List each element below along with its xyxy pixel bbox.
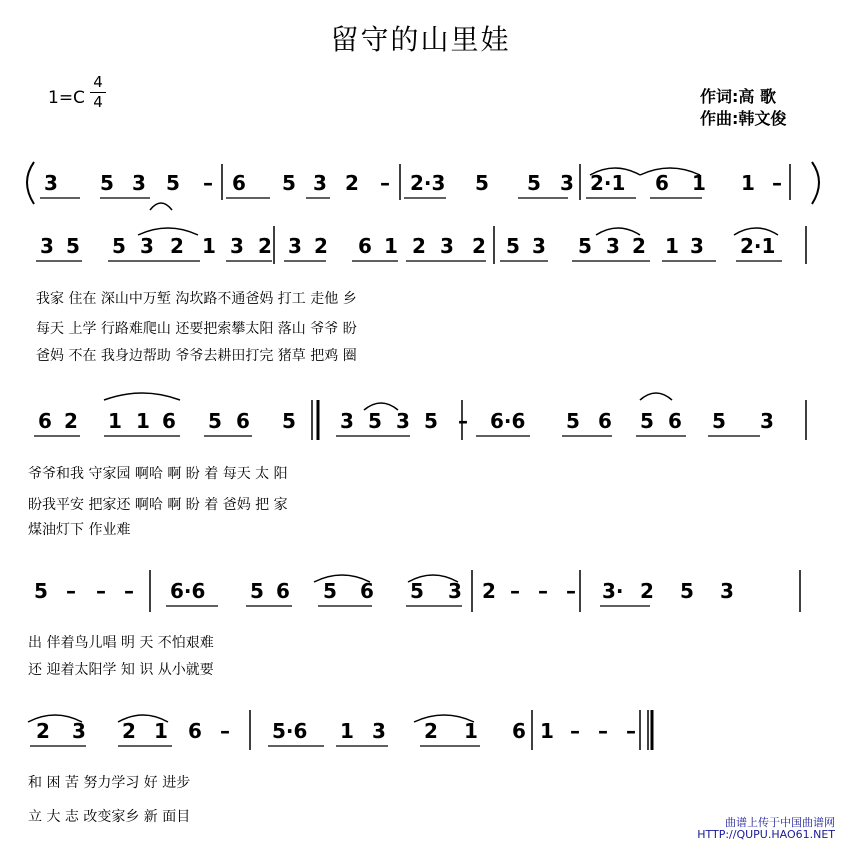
lyric-line: 爷爷和我 守家园 啊哈 啊 盼 着 每天 太 阳 <box>28 466 288 482</box>
score-note: 3 <box>40 234 54 258</box>
score-note: – <box>538 579 548 603</box>
lyric-line: 和 困 苦 努力学习 好 进步 <box>28 775 191 791</box>
score-note: 3 <box>396 409 410 433</box>
slur-mark <box>640 168 700 175</box>
score-note: – <box>458 409 468 433</box>
score-note: 5 <box>100 171 114 195</box>
score-note: 6 <box>188 719 202 743</box>
footer-line-1: 曲谱上传于中国曲谱网 <box>725 816 835 829</box>
score-note: 2 <box>482 579 496 603</box>
score-note: 3 <box>606 234 620 258</box>
score-note: – <box>598 719 608 743</box>
score-note: – <box>566 579 576 603</box>
score-note: 2 <box>632 234 646 258</box>
score-note: 5 <box>527 171 541 195</box>
slur-mark <box>150 203 172 210</box>
score-note: 3 <box>372 719 386 743</box>
score-note: 5 <box>640 409 654 433</box>
score-note: 5 <box>34 579 48 603</box>
score-note: 6 <box>232 171 246 195</box>
score-note: 2 <box>122 719 136 743</box>
score-note: 3 <box>760 409 774 433</box>
time-signature-top: 4 <box>93 73 103 91</box>
score-note: 5 <box>208 409 222 433</box>
slur-mark <box>640 393 672 400</box>
key-signature: 1=C <box>48 88 85 108</box>
score-notes <box>34 171 782 743</box>
score-note: 1 <box>202 234 216 258</box>
score-note: 5 <box>578 234 592 258</box>
score-note: 5 <box>323 579 337 603</box>
score-note: – <box>380 171 390 195</box>
score-note: 2 <box>36 719 50 743</box>
score-note: 6 <box>655 171 669 195</box>
score-note: 6·6 <box>170 579 206 603</box>
slur-mark <box>104 393 180 400</box>
footer-line-2: HTTP://QUPU.HAO61.NET <box>697 828 835 841</box>
score-note: 1 <box>464 719 478 743</box>
score-note: 5 <box>282 409 296 433</box>
lyric-line: 盼我平安 把家还 啊哈 啊 盼 着 爸妈 把 家 <box>28 497 288 513</box>
score-note: 5 <box>712 409 726 433</box>
score-note: 5 <box>282 171 296 195</box>
lyric-line: 立 大 志 改变家乡 新 面目 <box>28 809 191 825</box>
score-note: 2 <box>314 234 328 258</box>
score-note: 6 <box>358 234 372 258</box>
score-note: 2·1 <box>590 171 626 195</box>
score-note: 3 <box>448 579 462 603</box>
score-note: 5 <box>250 579 264 603</box>
score-note: 3 <box>72 719 86 743</box>
score-note: – <box>570 719 580 743</box>
score-note: 1 <box>741 171 755 195</box>
score-note: 5 <box>566 409 580 433</box>
score-note: 5 <box>112 234 126 258</box>
lyric-line: 每天 上学 行路难爬山 还要把索攀太阳 落山 爷爷 盼 <box>36 321 357 337</box>
score-note: 6 <box>512 719 526 743</box>
score-note: 3 <box>532 234 546 258</box>
score-note: 5 <box>680 579 694 603</box>
score-note: – <box>220 719 230 743</box>
score-note: 2 <box>345 171 359 195</box>
score-note: 5 <box>424 409 438 433</box>
lyric-line: 我家 住在 深山中万堑 沟坎路不通爸妈 打工 走他 乡 <box>36 291 357 307</box>
score-note: 2 <box>258 234 272 258</box>
score-note: 6 <box>360 579 374 603</box>
score-note: 3 <box>313 171 327 195</box>
score-note: 1 <box>384 234 398 258</box>
composer-credit: 作曲:韩文俊 <box>700 109 787 128</box>
score-note: – <box>124 579 134 603</box>
score-note: 6 <box>598 409 612 433</box>
score-note: 2 <box>170 234 184 258</box>
score-note: 5 <box>410 579 424 603</box>
time-signature-bottom: 4 <box>93 93 103 111</box>
score-note: 5 <box>368 409 382 433</box>
score-note: 1 <box>340 719 354 743</box>
score-note: 3 <box>720 579 734 603</box>
score-note: 3 <box>132 171 146 195</box>
score-note: – <box>510 579 520 603</box>
score-note: 1 <box>154 719 168 743</box>
score-note: 1 <box>540 719 554 743</box>
score-note: 1 <box>692 171 706 195</box>
lyric-line: 出 伴着鸟儿唱 明 天 不怕艰难 <box>28 635 214 651</box>
lyric-line: 爸妈 不在 我身边帮助 爷爷去耕田打完 猪草 把鸡 圈 <box>36 348 357 364</box>
score-note: 2 <box>424 719 438 743</box>
score-note: 6 <box>668 409 682 433</box>
score-note: 2 <box>64 409 78 433</box>
score-note: 2·3 <box>410 171 446 195</box>
score-note: 6 <box>38 409 52 433</box>
song-title: 留守的山里娃 <box>330 23 511 56</box>
score-note: 5 <box>506 234 520 258</box>
score-note: 3 <box>690 234 704 258</box>
score-note: 5 <box>166 171 180 195</box>
paren-left <box>27 162 34 204</box>
score-note: 2·1 <box>740 234 776 258</box>
score-note: 2 <box>472 234 486 258</box>
score-note: 5 <box>475 171 489 195</box>
score-note: 3· <box>602 579 624 603</box>
watermark-footer <box>697 817 835 841</box>
score-note: – <box>772 171 782 195</box>
score-note: 3 <box>340 409 354 433</box>
score-note: 3 <box>44 171 58 195</box>
score-note: – <box>96 579 106 603</box>
score-note: – <box>66 579 76 603</box>
score-note: 6 <box>236 409 250 433</box>
score-note: 1 <box>136 409 150 433</box>
score-note: – <box>203 171 213 195</box>
score-note: 5·6 <box>272 719 308 743</box>
score-note: 6 <box>162 409 176 433</box>
score-note: 3 <box>288 234 302 258</box>
score-note: 2 <box>412 234 426 258</box>
lyricist-credit: 作词:高 歌 <box>700 87 776 106</box>
score-note: – <box>626 719 636 743</box>
paren-right <box>812 162 819 204</box>
score-note: 2 <box>640 579 654 603</box>
lyric-line: 还 迎着太阳学 知 识 从小就要 <box>28 662 214 678</box>
score-note: 3 <box>440 234 454 258</box>
score-note: 5 <box>66 234 80 258</box>
score-note: 1 <box>108 409 122 433</box>
score-note: 6 <box>276 579 290 603</box>
lyric-line: 煤油灯下 作业难 <box>28 522 131 538</box>
score-note: 3 <box>230 234 244 258</box>
score-note: 3 <box>140 234 154 258</box>
score-note: 6·6 <box>490 409 526 433</box>
score-note: 3 <box>560 171 574 195</box>
score-note: 1 <box>665 234 679 258</box>
